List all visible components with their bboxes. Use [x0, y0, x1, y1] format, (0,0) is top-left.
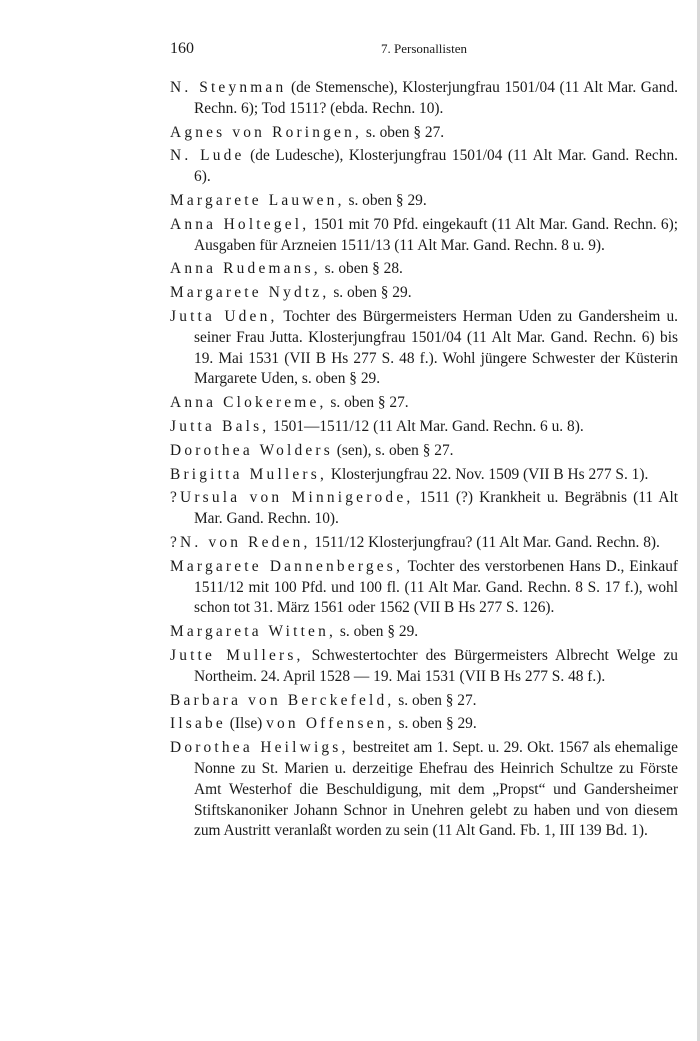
entry-text: (de Ludesche), Klosterjungfrau 1501/04 (11 Alt Mar. Gand. Rechn. 6).	[194, 147, 678, 186]
entry-text: Tochter des verstorbenen Hans D., Einkauf 1511/12 mit 100 Pfd. und 100 fl. (11 Alt Mar. Gand. Rechn. 8 S. 17 f.), wohl schon tot 31. März 1561 oder 1562 (VII B Hs 277 S. 126).	[194, 557, 679, 617]
person-name: Agnes von Roringen,	[170, 123, 363, 141]
page-number: 160	[170, 40, 194, 57]
entry-text: Klosterjungfrau 22. Nov. 1509 (VII B Hs 277 S. 1).	[327, 465, 649, 483]
list-entry	[170, 646, 678, 688]
list-entry	[170, 283, 678, 304]
person-name: Dorothea Wolders	[170, 441, 333, 459]
entry-text: 1511 (?) Krankheit u. Begräbnis (11 Alt Mar. Gand. Rechn. 10).	[194, 489, 678, 528]
list-entry	[170, 307, 678, 390]
person-name: Margarete Lauwen,	[170, 191, 345, 209]
person-name: Margarete Dannenberges,	[170, 557, 404, 575]
list-entry	[170, 465, 678, 486]
entry-text: s. oben § 27.	[362, 123, 445, 141]
person-name: N. Lude	[170, 147, 245, 165]
list-entry	[170, 259, 678, 280]
person-name: N. Steynman	[170, 79, 287, 96]
person-name: Brigitta Mullers,	[170, 465, 327, 483]
person-name: Jutta Uden,	[170, 307, 278, 325]
person-name: Jutte Mullers,	[170, 646, 304, 664]
list-entry	[170, 714, 678, 735]
list-entry	[170, 215, 678, 257]
list-entry	[170, 146, 678, 188]
list-entry	[170, 393, 678, 414]
person-name: ?N. von Reden,	[170, 533, 311, 551]
running-title: 7. Personallisten	[381, 41, 467, 56]
entry-text: s. oben § 28.	[320, 260, 403, 278]
entry-text: s. oben § 29.	[344, 191, 427, 209]
list-entry	[170, 441, 678, 462]
entry-text: s. oben § 29.	[329, 284, 412, 302]
person-name: Anna Clokereme,	[170, 394, 327, 412]
person-name: ?Ursula von Minnigerode,	[170, 489, 414, 507]
entry-text: 1501 mit 70 Pfd. eingekauft (11 Alt Mar. Gand. Rechn. 6); Ausgaben für Arzneien 1511/13 (11 Alt Mar. Gand. Rechn. 8 u. 9).	[194, 215, 679, 254]
entry-text: s. oben § 29.	[336, 623, 419, 641]
entry-text: s. oben § 27.	[326, 394, 409, 412]
list-entry	[170, 417, 678, 438]
page-header	[170, 40, 678, 62]
person-name-surname: von Offensen,	[266, 715, 395, 733]
list-entry	[170, 691, 678, 712]
personnel-list	[170, 78, 678, 845]
entry-text: (Ilse)	[225, 715, 267, 733]
list-entry	[170, 738, 678, 842]
person-name: Barbara von Berckefeld,	[170, 691, 395, 709]
entry-text: s. oben § 27.	[394, 691, 477, 709]
entry-text: 1501—1511/12 (11 Alt Mar. Gand. Rechn. 6 u. 8).	[269, 417, 584, 435]
person-name: Margarete Nydtz,	[170, 284, 330, 302]
entry-text: Tochter des Bürgermeisters Herman Uden zu Gandersheim u. seiner Frau Jutta. Klosterjungfrau 1501/04 (11 Alt Mar. Gand. Rechn. 6) bis 19. Mai 1531 (VII B Hs 277 S. 48 f.). Wohl jüngere Schwester der Küsterin Margarete Uden, s. oben § 29.	[194, 307, 678, 388]
person-name: Anna Rudemans,	[170, 260, 321, 278]
person-name: Margareta Witten,	[170, 623, 337, 641]
list-entry	[170, 533, 678, 554]
entry-text: (sen), s. oben § 27.	[332, 441, 454, 459]
entry-text: Schwestertochter des Bürgermeisters Albrecht Welge zu Northeim. 24. April 1528 — 19. Mai 1531 (VII B Hs 277 S. 48 f.).	[194, 646, 678, 685]
person-name: Ilsabe	[170, 715, 226, 733]
person-name: Jutta Bals,	[170, 417, 270, 435]
entry-text: 1511/12 Klosterjungfrau? (11 Alt Mar. Gand. Rechn. 8).	[310, 533, 660, 551]
list-entry	[170, 191, 678, 212]
entry-text: bestreitet am 1. Sept. u. 29. Okt. 1567 als ehemalige Nonne zu St. Marien u. derzeitige Ehefrau des Heinrich Schultze zu Förste Amt Westerhof die Beschuldigung, mit dem „Propst“ und Gandersheimer Stiftskanoniker Johann Schnor in Unehren gelebt zu haben und von diesem zum Austritt veranlaßt worden zu sein (11 Alt Gand. Fb. 1, III 139 Bd. 1).	[194, 739, 678, 840]
person-name: Dorothea Heilwigs,	[170, 739, 349, 757]
list-entry	[170, 557, 678, 619]
list-entry	[170, 622, 678, 643]
person-name: Anna Holtegel,	[170, 215, 310, 233]
list-entry	[170, 123, 678, 144]
entry-text: (de Stemensche), Klosterjungfrau 1501/04 (11 Alt Mar. Gand. Rechn. 6); Tod 1511? (ebda. Rechn. 10).	[194, 79, 678, 117]
list-entry	[170, 488, 678, 530]
list-entry	[170, 78, 678, 120]
entry-text: s. oben § 29.	[394, 715, 477, 733]
